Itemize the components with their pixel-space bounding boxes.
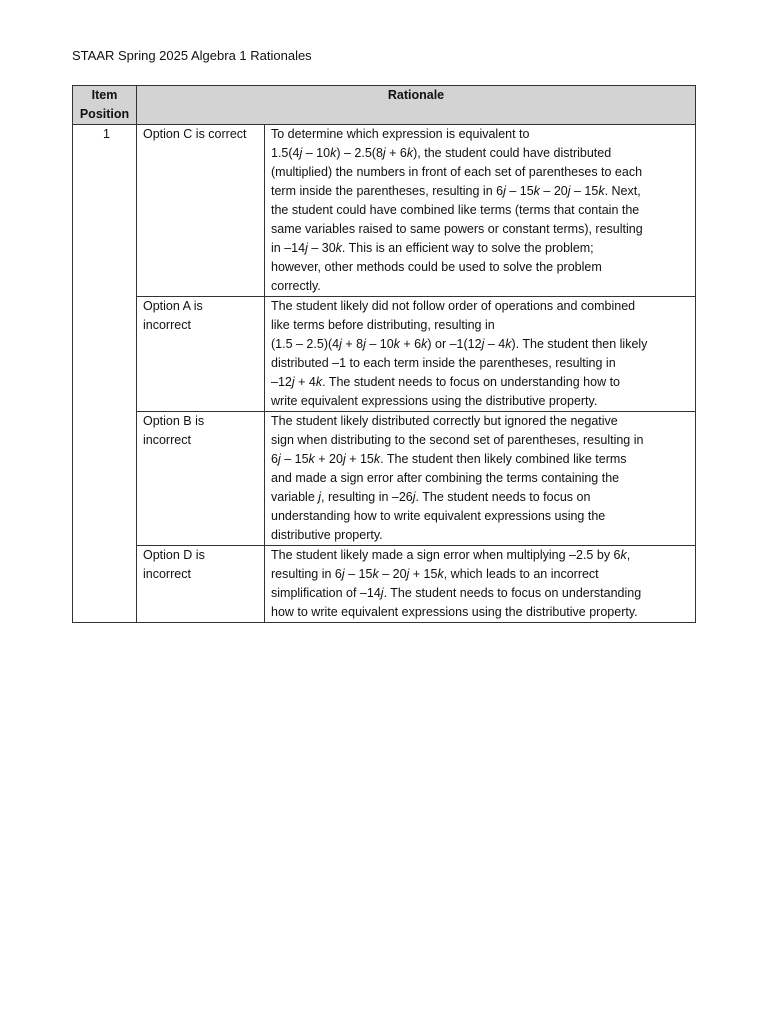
item-position-value: 1 — [103, 127, 110, 141]
rationale-text-line: same variables raised to same powers or constant terms), resulting — [271, 222, 643, 236]
item-position-header — [73, 86, 137, 125]
rationale-text-line: write equivalent expressions using the distributive property. — [271, 394, 598, 408]
rationale-text-line: in –14j – 30k. This is an efficient way to solve the problem; — [271, 241, 594, 255]
table-row — [73, 297, 696, 412]
table-body — [73, 125, 696, 623]
option-label-line: Option C is correct — [143, 127, 247, 141]
document-title: STAAR Spring 2025 Algebra 1 Rationales — [72, 48, 312, 63]
rationale-text-line: sign when distributing to the second set of parentheses, resulting in — [271, 433, 644, 447]
rationale-text-line: (1.5 – 2.5)(4j + 8j – 10k + 6k) or –1(12j – 4k). The student then likely — [271, 337, 648, 351]
option-label-line: incorrect — [143, 567, 191, 581]
rationale-text-line: like terms before distributing, resulting in — [271, 318, 495, 332]
rationale-text-line: To determine which expression is equivalent to — [271, 127, 530, 141]
rationale-text-line: The student likely distributed correctly but ignored the negative — [271, 414, 618, 428]
rationale-text-line: the student could have combined like terms (terms that contain the — [271, 203, 640, 217]
rationale-text-line: distributive property. — [271, 528, 383, 542]
rationale-text-line: distributed –1 to each term inside the parentheses, resulting in — [271, 356, 616, 370]
rationale-text-line: correctly. — [271, 279, 321, 293]
rationale-text-line: understanding how to write equivalent expressions using the — [271, 509, 606, 523]
option-label-cell — [137, 297, 265, 412]
rationale-text-line: resulting in 6j – 15k – 20j + 15k, which leads to an incorrect — [271, 567, 599, 581]
rationale-text-line: and made a sign error after combining the terms containing the — [271, 471, 620, 485]
option-label-line: Option A is — [143, 299, 203, 313]
table-row — [73, 546, 696, 623]
rationale-text-line: simplification of –14j. The student needs to focus on understanding — [271, 586, 642, 600]
rationale-text-line: 1.5(4j – 10k) – 2.5(8j + 6k), the student could have distributed — [271, 146, 612, 160]
rationale-text-cell — [265, 546, 696, 623]
rationale-header — [137, 86, 696, 125]
rationale-header-label: Rationale — [387, 88, 445, 102]
option-label-line: incorrect — [143, 318, 191, 332]
option-label-line: Option D is — [143, 548, 205, 562]
rationale-text-line: term inside the parentheses, resulting in 6j – 15k – 20j – 15k. Next, — [271, 184, 641, 198]
rationale-text-line: The student likely did not follow order of operations and combined — [271, 299, 636, 313]
rationale-text-line: The student likely made a sign error when multiplying –2.5 by 6k, — [271, 548, 631, 562]
rationale-text-line: variable j, resulting in –26j. The student needs to focus on — [271, 490, 591, 504]
rationale-text-line: 6j – 15k + 20j + 15k. The student then likely combined like terms — [271, 452, 627, 466]
item-position-header-line2: Position — [79, 107, 130, 121]
option-label-cell — [137, 125, 265, 297]
rationale-text-cell — [265, 125, 696, 297]
table-row — [73, 125, 696, 297]
option-label-line: incorrect — [143, 433, 191, 447]
table-row — [73, 412, 696, 546]
option-label-line: Option B is — [143, 414, 205, 428]
rationale-text-line: –12j + 4k. The student needs to focus on understanding how to — [271, 375, 620, 389]
rationale-text-cell — [265, 412, 696, 546]
rationale-text-cell — [265, 297, 696, 412]
rationale-text-line: however, other methods could be used to solve the problem — [271, 260, 602, 274]
rationale-table — [72, 85, 696, 623]
rationale-text-line: how to write equivalent expressions using the distributive property. — [271, 605, 638, 619]
option-label-cell — [137, 546, 265, 623]
rationale-text-line: (multiplied) the numbers in front of each set of parentheses to each — [271, 165, 643, 179]
table-header-row — [73, 86, 696, 125]
item-position-header-line1: Item — [91, 88, 118, 102]
option-label-cell — [137, 412, 265, 546]
item-position-cell — [73, 125, 137, 623]
